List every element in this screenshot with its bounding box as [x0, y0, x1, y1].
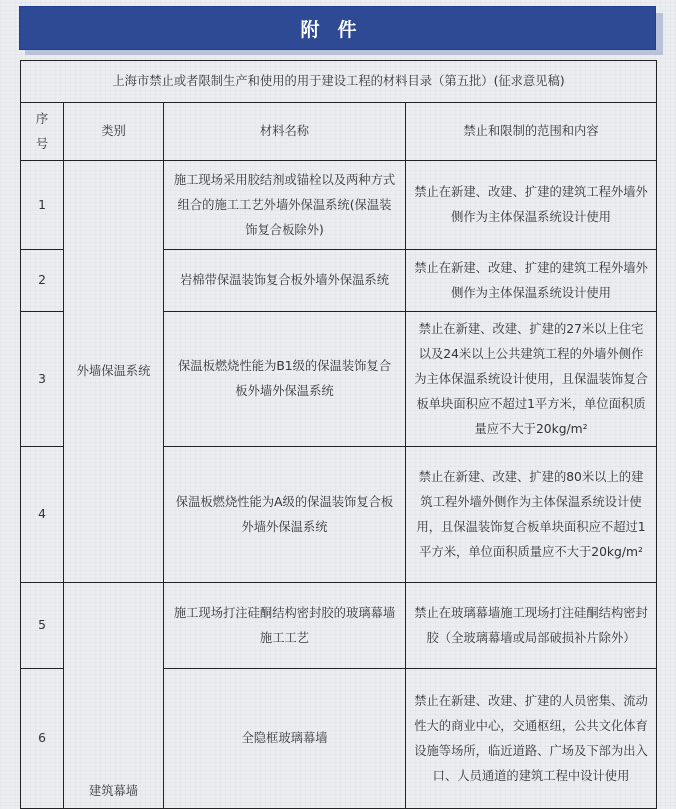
header-name: 材料名称	[164, 103, 406, 161]
row-name: 施工现场采用胶结剂或锚栓以及两种方式组合的施工工艺外墙外保温系统(保温装饰复合板除外)	[164, 161, 406, 250]
row-name: 施工现场打注硅酮结构密封胶的玻璃幕墙施工工艺	[164, 583, 406, 669]
row-scope: 禁止在新建、改建、扩建的80米以上的建筑工程外墙外侧作为主体保温系统设计使用，且保温装饰复合板单块面积应不超过1平方米，单位面积质量应不大于20kg/m²	[406, 447, 657, 583]
table-header-row	[21, 103, 657, 161]
row-scope: 禁止在新建、改建、扩建的建筑工程外墙外侧作为主体保温系统设计使用	[406, 250, 657, 312]
row-seq: 3	[21, 312, 64, 447]
table-title-row	[21, 61, 657, 103]
page-banner	[19, 6, 656, 50]
row-name: 保温板燃烧性能为B1级的保温装饰复合板外墙外保温系统	[164, 312, 406, 447]
row-seq: 2	[21, 250, 64, 312]
category-cell: 外墙保温系统	[64, 161, 164, 583]
row-name: 岩棉带保温装饰复合板外墙外保温系统	[164, 250, 406, 312]
materials-table	[20, 60, 657, 809]
row-seq: 4	[21, 447, 64, 583]
table-row	[21, 583, 657, 669]
row-name: 保温板燃烧性能为A级的保温装饰复合板外墙外保温系统	[164, 447, 406, 583]
row-scope: 禁止在新建、改建、扩建的人员密集、流动性大的商业中心，交通枢纽，公共文化体育设施等场所，临近道路、广场及下部为出入口、人员通道的建筑工程中设计使用	[406, 669, 657, 809]
row-seq: 6	[21, 669, 64, 809]
row-seq: 1	[21, 161, 64, 250]
row-name: 全隐框玻璃幕墙	[164, 669, 406, 809]
header-seq: 序号	[21, 103, 64, 161]
category-cell: 建筑幕墙	[64, 583, 164, 809]
row-scope: 禁止在新建、改建、扩建的建筑工程外墙外侧作为主体保温系统设计使用	[406, 161, 657, 250]
row-seq: 5	[21, 583, 64, 669]
row-scope: 禁止在玻璃幕墙施工现场打注硅酮结构密封胶（全玻璃幕墙或局部破损补片除外）	[406, 583, 657, 669]
table-title: 上海市禁止或者限制生产和使用的用于建设工程的材料目录（第五批）(征求意见稿)	[21, 61, 657, 103]
header-scope: 禁止和限制的范围和内容	[406, 103, 657, 161]
header-category: 类别	[64, 103, 164, 161]
table-row	[21, 161, 657, 250]
banner-title: 附件	[300, 18, 375, 41]
row-scope: 禁止在新建、改建、扩建的27米以上住宅以及24米以上公共建筑工程的外墙外侧作为主体保温系统设计使用，且保温装饰复合板单块面积应不超过1平方米，单位面积质量应不大于20kg/m²	[406, 312, 657, 447]
